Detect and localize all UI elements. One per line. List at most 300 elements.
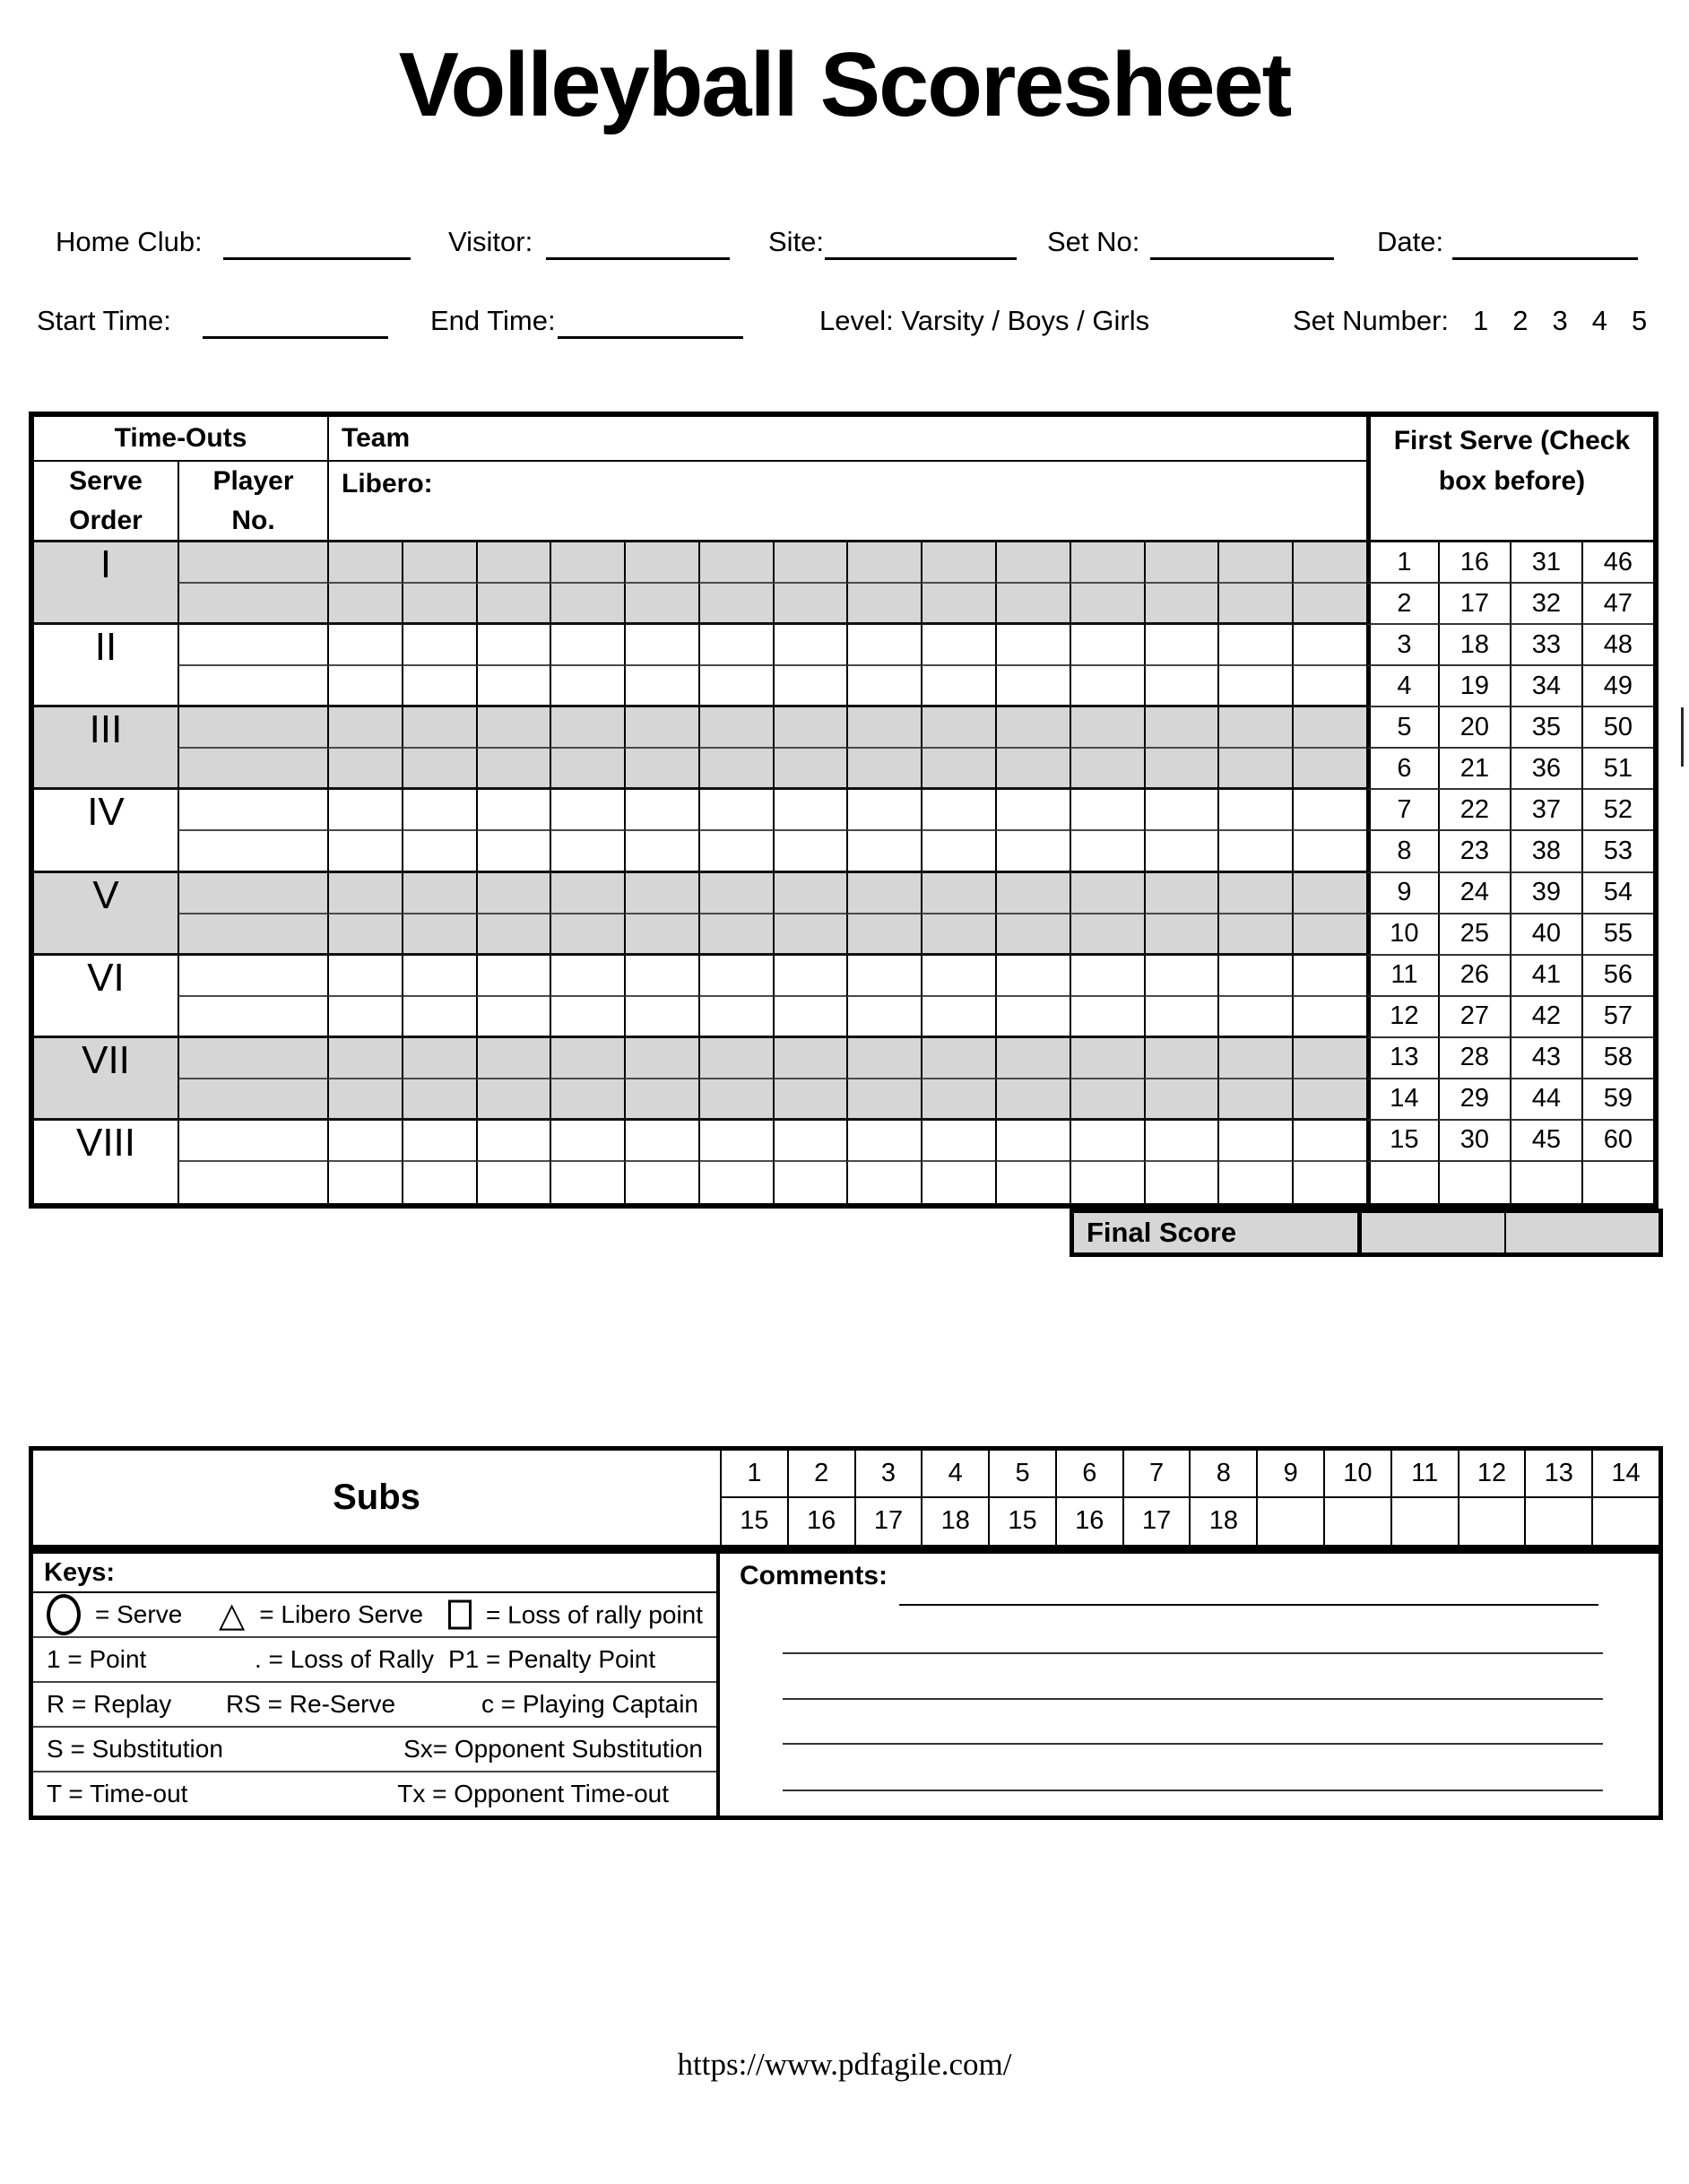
score-cell[interactable] [1217, 1121, 1292, 1162]
set-number-option[interactable]: 5 [1632, 305, 1648, 336]
score-cell[interactable] [846, 1162, 921, 1203]
score-cell[interactable] [846, 831, 921, 872]
score-cell[interactable] [1292, 542, 1366, 584]
score-cell[interactable] [995, 914, 1070, 956]
first-serve-number[interactable]: 52 [1581, 790, 1653, 831]
subs-number[interactable]: 5 [988, 1451, 1055, 1498]
score-cell[interactable] [846, 542, 921, 584]
score-cell[interactable] [327, 914, 402, 956]
subs-number[interactable]: 13 [1524, 1451, 1591, 1498]
score-cell[interactable] [1292, 831, 1366, 872]
score-cell[interactable] [550, 1079, 624, 1121]
score-cell[interactable] [1144, 1121, 1218, 1162]
score-cell[interactable] [1217, 584, 1292, 625]
score-cell[interactable] [773, 956, 847, 997]
score-cell[interactable] [995, 1038, 1070, 1079]
score-cell[interactable] [846, 625, 921, 666]
score-cell[interactable] [550, 1038, 624, 1079]
score-cell[interactable] [698, 666, 773, 707]
score-cell[interactable] [327, 831, 402, 872]
score-cell[interactable] [1217, 666, 1292, 707]
first-serve-number[interactable]: 39 [1510, 873, 1581, 914]
score-cell[interactable] [476, 831, 550, 872]
final-score-home-box[interactable] [1362, 1213, 1506, 1252]
player-no-cell[interactable] [178, 1038, 327, 1079]
footer-url[interactable]: https://www.pdfagile.com/ [677, 2047, 1012, 2082]
subs-number[interactable]: 18 [1189, 1498, 1256, 1546]
first-serve-number[interactable]: 19 [1438, 666, 1510, 707]
score-cell[interactable] [773, 707, 847, 749]
subs-blank-cell[interactable] [1524, 1498, 1591, 1546]
score-cell[interactable] [773, 831, 847, 872]
first-serve-number[interactable]: 20 [1438, 707, 1510, 749]
first-serve-number[interactable]: 56 [1581, 956, 1653, 997]
score-cell[interactable] [698, 1079, 773, 1121]
set-no-field[interactable] [1150, 257, 1334, 260]
score-cell[interactable] [1292, 1121, 1366, 1162]
score-cell[interactable] [1292, 914, 1366, 956]
first-serve-number[interactable]: 8 [1366, 831, 1438, 872]
first-serve-number[interactable]: 44 [1510, 1079, 1581, 1121]
score-cell[interactable] [402, 666, 476, 707]
score-cell[interactable] [698, 1162, 773, 1203]
first-serve-number[interactable]: 17 [1438, 584, 1510, 625]
final-score-visitor-box[interactable] [1506, 1213, 1659, 1252]
first-serve-number[interactable]: 50 [1581, 707, 1653, 749]
score-cell[interactable] [550, 873, 624, 914]
score-cell[interactable] [1144, 625, 1218, 666]
score-cell[interactable] [773, 584, 847, 625]
score-cell[interactable] [550, 584, 624, 625]
score-cell[interactable] [476, 707, 550, 749]
score-cell[interactable] [1292, 790, 1366, 831]
score-cell[interactable] [402, 1079, 476, 1121]
player-no-cell[interactable] [178, 625, 327, 666]
score-cell[interactable] [1217, 914, 1292, 956]
score-cell[interactable] [1292, 1162, 1366, 1203]
score-cell[interactable] [624, 956, 698, 997]
score-cell[interactable] [327, 666, 402, 707]
score-cell[interactable] [773, 873, 847, 914]
score-cell[interactable] [773, 790, 847, 831]
subs-number[interactable]: 8 [1189, 1451, 1256, 1498]
score-cell[interactable] [921, 584, 995, 625]
score-cell[interactable] [550, 1121, 624, 1162]
player-no-cell[interactable] [178, 997, 327, 1038]
subs-number[interactable]: 9 [1256, 1451, 1323, 1498]
score-cell[interactable] [995, 542, 1070, 584]
player-no-cell[interactable] [178, 542, 327, 584]
end-time-field[interactable] [558, 336, 743, 339]
score-cell[interactable] [1144, 666, 1218, 707]
comment-line[interactable] [783, 1743, 1603, 1745]
score-cell[interactable] [1070, 1038, 1144, 1079]
first-serve-number[interactable]: 23 [1438, 831, 1510, 872]
score-cell[interactable] [698, 997, 773, 1038]
first-serve-number[interactable]: 43 [1510, 1038, 1581, 1079]
score-cell[interactable] [773, 749, 847, 790]
score-cell[interactable] [921, 790, 995, 831]
score-cell[interactable] [698, 914, 773, 956]
score-cell[interactable] [624, 1121, 698, 1162]
score-cell[interactable] [846, 873, 921, 914]
first-serve-number[interactable]: 14 [1366, 1079, 1438, 1121]
score-cell[interactable] [1144, 873, 1218, 914]
score-cell[interactable] [846, 914, 921, 956]
subs-number[interactable]: 16 [1055, 1498, 1122, 1546]
subs-number[interactable]: 14 [1591, 1451, 1659, 1498]
score-cell[interactable] [1070, 749, 1144, 790]
score-cell[interactable] [1144, 1079, 1218, 1121]
score-cell[interactable] [476, 914, 550, 956]
first-serve-number[interactable]: 41 [1510, 956, 1581, 997]
score-cell[interactable] [624, 873, 698, 914]
player-no-cell[interactable] [178, 1079, 327, 1121]
score-cell[interactable] [1070, 584, 1144, 625]
first-serve-number[interactable]: 34 [1510, 666, 1581, 707]
score-cell[interactable] [773, 666, 847, 707]
comment-line[interactable] [783, 1652, 1603, 1654]
score-cell[interactable] [1070, 707, 1144, 749]
score-cell[interactable] [921, 1038, 995, 1079]
first-serve-number[interactable]: 32 [1510, 584, 1581, 625]
score-cell[interactable] [624, 707, 698, 749]
score-cell[interactable] [921, 707, 995, 749]
score-cell[interactable] [1292, 625, 1366, 666]
home-club-field[interactable] [223, 257, 411, 260]
score-cell[interactable] [846, 1038, 921, 1079]
score-cell[interactable] [624, 831, 698, 872]
score-cell[interactable] [476, 997, 550, 1038]
score-cell[interactable] [1217, 997, 1292, 1038]
subs-number[interactable]: 6 [1055, 1451, 1122, 1498]
score-cell[interactable] [624, 997, 698, 1038]
first-serve-number[interactable]: 31 [1510, 542, 1581, 584]
score-cell[interactable] [995, 1079, 1070, 1121]
first-serve-number[interactable]: 36 [1510, 749, 1581, 790]
score-cell[interactable] [476, 1038, 550, 1079]
score-cell[interactable] [402, 625, 476, 666]
score-cell[interactable] [1292, 1038, 1366, 1079]
score-cell[interactable] [1070, 831, 1144, 872]
score-cell[interactable] [1144, 584, 1218, 625]
score-cell[interactable] [327, 956, 402, 997]
score-cell[interactable] [846, 584, 921, 625]
score-cell[interactable] [327, 873, 402, 914]
visitor-field[interactable] [546, 257, 730, 260]
set-number-option[interactable]: 3 [1552, 305, 1568, 336]
score-cell[interactable] [698, 542, 773, 584]
score-cell[interactable] [1217, 1038, 1292, 1079]
score-cell[interactable] [1070, 790, 1144, 831]
score-cell[interactable] [550, 790, 624, 831]
score-cell[interactable] [550, 666, 624, 707]
score-cell[interactable] [1217, 1079, 1292, 1121]
first-serve-number[interactable]: 30 [1438, 1121, 1510, 1162]
score-cell[interactable] [773, 1038, 847, 1079]
score-cell[interactable] [327, 707, 402, 749]
score-cell[interactable] [995, 956, 1070, 997]
score-cell[interactable] [1070, 625, 1144, 666]
score-cell[interactable] [1292, 873, 1366, 914]
subs-number[interactable]: 2 [787, 1451, 854, 1498]
score-cell[interactable] [402, 997, 476, 1038]
first-serve-number[interactable]: 9 [1366, 873, 1438, 914]
subs-number[interactable]: 3 [854, 1451, 922, 1498]
score-cell[interactable] [846, 956, 921, 997]
first-serve-number[interactable]: 47 [1581, 584, 1653, 625]
first-serve-number[interactable]: 12 [1366, 997, 1438, 1038]
first-serve-number[interactable]: 53 [1581, 831, 1653, 872]
score-cell[interactable] [773, 1121, 847, 1162]
first-serve-number[interactable]: 7 [1366, 790, 1438, 831]
set-number-option[interactable]: 2 [1512, 305, 1529, 336]
score-cell[interactable] [921, 831, 995, 872]
first-serve-number[interactable]: 11 [1366, 956, 1438, 997]
first-serve-blank-cell[interactable] [1366, 1162, 1438, 1203]
score-cell[interactable] [995, 873, 1070, 914]
score-cell[interactable] [1217, 831, 1292, 872]
score-cell[interactable] [698, 831, 773, 872]
first-serve-blank-cell[interactable] [1438, 1162, 1510, 1203]
score-cell[interactable] [1144, 542, 1218, 584]
subs-blank-cell[interactable] [1256, 1498, 1323, 1546]
first-serve-number[interactable]: 40 [1510, 914, 1581, 956]
score-cell[interactable] [921, 997, 995, 1038]
score-cell[interactable] [624, 1162, 698, 1203]
player-no-cell[interactable] [178, 707, 327, 749]
score-cell[interactable] [995, 790, 1070, 831]
score-cell[interactable] [327, 749, 402, 790]
score-cell[interactable] [698, 1121, 773, 1162]
first-serve-blank-cell[interactable] [1510, 1162, 1581, 1203]
score-cell[interactable] [327, 584, 402, 625]
score-cell[interactable] [846, 666, 921, 707]
score-cell[interactable] [846, 1121, 921, 1162]
score-cell[interactable] [402, 956, 476, 997]
score-cell[interactable] [1292, 666, 1366, 707]
score-cell[interactable] [1144, 790, 1218, 831]
score-cell[interactable] [402, 831, 476, 872]
score-cell[interactable] [476, 790, 550, 831]
score-cell[interactable] [550, 997, 624, 1038]
score-cell[interactable] [402, 584, 476, 625]
score-cell[interactable] [921, 666, 995, 707]
comment-line[interactable] [783, 1698, 1603, 1700]
player-no-cell[interactable] [178, 749, 327, 790]
player-no-cell[interactable] [178, 956, 327, 997]
player-no-cell[interactable] [178, 914, 327, 956]
first-serve-number[interactable]: 18 [1438, 625, 1510, 666]
score-cell[interactable] [402, 749, 476, 790]
score-cell[interactable] [921, 956, 995, 997]
player-no-cell[interactable] [178, 831, 327, 872]
subs-blank-cell[interactable] [1591, 1498, 1659, 1546]
subs-number[interactable]: 16 [787, 1498, 854, 1546]
first-serve-number[interactable]: 45 [1510, 1121, 1581, 1162]
comment-line[interactable] [899, 1604, 1598, 1606]
score-cell[interactable] [1217, 873, 1292, 914]
first-serve-number[interactable]: 54 [1581, 873, 1653, 914]
score-cell[interactable] [773, 914, 847, 956]
score-cell[interactable] [476, 956, 550, 997]
score-cell[interactable] [476, 1121, 550, 1162]
subs-number[interactable]: 12 [1458, 1451, 1525, 1498]
first-serve-number[interactable]: 33 [1510, 625, 1581, 666]
subs-blank-cell[interactable] [1390, 1498, 1458, 1546]
score-cell[interactable] [476, 1079, 550, 1121]
score-cell[interactable] [921, 1079, 995, 1121]
first-serve-number[interactable]: 15 [1366, 1121, 1438, 1162]
score-cell[interactable] [995, 1121, 1070, 1162]
score-cell[interactable] [995, 831, 1070, 872]
score-cell[interactable] [624, 790, 698, 831]
score-cell[interactable] [550, 914, 624, 956]
score-cell[interactable] [476, 873, 550, 914]
score-cell[interactable] [327, 997, 402, 1038]
subs-number[interactable]: 17 [854, 1498, 922, 1546]
subs-number[interactable]: 1 [720, 1451, 787, 1498]
score-cell[interactable] [773, 1079, 847, 1121]
subs-number[interactable]: 10 [1323, 1451, 1390, 1498]
subs-number[interactable]: 15 [988, 1498, 1055, 1546]
score-cell[interactable] [1144, 707, 1218, 749]
first-serve-number[interactable]: 25 [1438, 914, 1510, 956]
score-cell[interactable] [773, 625, 847, 666]
score-cell[interactable] [1217, 542, 1292, 584]
score-cell[interactable] [550, 625, 624, 666]
subs-number[interactable]: 18 [921, 1498, 988, 1546]
score-cell[interactable] [550, 707, 624, 749]
score-cell[interactable] [995, 749, 1070, 790]
player-no-cell[interactable] [178, 1121, 327, 1162]
subs-blank-cell[interactable] [1458, 1498, 1525, 1546]
set-number-option[interactable]: 1 [1473, 305, 1489, 336]
score-cell[interactable] [1292, 997, 1366, 1038]
first-serve-number[interactable]: 58 [1581, 1038, 1653, 1079]
score-cell[interactable] [1070, 542, 1144, 584]
score-cell[interactable] [1217, 790, 1292, 831]
first-serve-number[interactable]: 1 [1366, 542, 1438, 584]
score-cell[interactable] [1144, 749, 1218, 790]
first-serve-number[interactable]: 29 [1438, 1079, 1510, 1121]
score-cell[interactable] [1070, 956, 1144, 997]
score-cell[interactable] [327, 625, 402, 666]
score-cell[interactable] [921, 542, 995, 584]
score-cell[interactable] [476, 749, 550, 790]
score-cell[interactable] [995, 997, 1070, 1038]
score-cell[interactable] [624, 542, 698, 584]
first-serve-number[interactable]: 48 [1581, 625, 1653, 666]
first-serve-number[interactable]: 46 [1581, 542, 1653, 584]
score-cell[interactable] [327, 1121, 402, 1162]
score-cell[interactable] [846, 707, 921, 749]
date-field[interactable] [1452, 257, 1638, 260]
subs-number[interactable]: 4 [921, 1451, 988, 1498]
score-cell[interactable] [921, 1162, 995, 1203]
score-cell[interactable] [773, 542, 847, 584]
score-cell[interactable] [698, 1038, 773, 1079]
score-cell[interactable] [624, 625, 698, 666]
first-serve-number[interactable]: 49 [1581, 666, 1653, 707]
score-cell[interactable] [402, 1121, 476, 1162]
first-serve-blank-cell[interactable] [1581, 1162, 1653, 1203]
score-cell[interactable] [476, 666, 550, 707]
score-cell[interactable] [624, 914, 698, 956]
score-cell[interactable] [846, 997, 921, 1038]
score-cell[interactable] [327, 542, 402, 584]
score-cell[interactable] [402, 914, 476, 956]
score-cell[interactable] [995, 666, 1070, 707]
score-cell[interactable] [402, 542, 476, 584]
first-serve-number[interactable]: 28 [1438, 1038, 1510, 1079]
score-cell[interactable] [1144, 914, 1218, 956]
score-cell[interactable] [921, 914, 995, 956]
score-cell[interactable] [1217, 749, 1292, 790]
score-cell[interactable] [921, 749, 995, 790]
first-serve-number[interactable]: 5 [1366, 707, 1438, 749]
score-cell[interactable] [921, 625, 995, 666]
score-cell[interactable] [1217, 625, 1292, 666]
score-cell[interactable] [698, 749, 773, 790]
first-serve-number[interactable]: 24 [1438, 873, 1510, 914]
score-cell[interactable] [846, 1079, 921, 1121]
score-cell[interactable] [921, 873, 995, 914]
site-field[interactable] [825, 257, 1017, 260]
score-cell[interactable] [1292, 749, 1366, 790]
subs-number[interactable]: 11 [1390, 1451, 1458, 1498]
score-cell[interactable] [476, 625, 550, 666]
first-serve-number[interactable]: 16 [1438, 542, 1510, 584]
score-cell[interactable] [476, 542, 550, 584]
set-number-option[interactable]: 4 [1591, 305, 1608, 336]
score-cell[interactable] [1144, 1038, 1218, 1079]
score-cell[interactable] [846, 790, 921, 831]
first-serve-number[interactable]: 3 [1366, 625, 1438, 666]
score-cell[interactable] [1292, 707, 1366, 749]
score-cell[interactable] [550, 831, 624, 872]
score-cell[interactable] [1070, 1079, 1144, 1121]
score-cell[interactable] [698, 956, 773, 997]
subs-number[interactable]: 15 [720, 1498, 787, 1546]
first-serve-number[interactable]: 4 [1366, 666, 1438, 707]
score-cell[interactable] [698, 584, 773, 625]
first-serve-number[interactable]: 22 [1438, 790, 1510, 831]
score-cell[interactable] [1070, 873, 1144, 914]
score-cell[interactable] [698, 873, 773, 914]
score-cell[interactable] [1070, 666, 1144, 707]
score-cell[interactable] [1144, 997, 1218, 1038]
score-cell[interactable] [327, 1079, 402, 1121]
score-cell[interactable] [1070, 997, 1144, 1038]
score-cell[interactable] [327, 790, 402, 831]
score-cell[interactable] [624, 666, 698, 707]
score-cell[interactable] [402, 1038, 476, 1079]
score-cell[interactable] [476, 584, 550, 625]
subs-number[interactable]: 17 [1122, 1498, 1190, 1546]
score-cell[interactable] [624, 584, 698, 625]
score-cell[interactable] [995, 584, 1070, 625]
first-serve-number[interactable]: 38 [1510, 831, 1581, 872]
score-cell[interactable] [550, 749, 624, 790]
first-serve-number[interactable]: 2 [1366, 584, 1438, 625]
score-cell[interactable] [698, 625, 773, 666]
score-cell[interactable] [624, 749, 698, 790]
score-cell[interactable] [402, 790, 476, 831]
start-time-field[interactable] [203, 336, 388, 339]
player-no-cell[interactable] [178, 1162, 327, 1203]
score-cell[interactable] [698, 790, 773, 831]
